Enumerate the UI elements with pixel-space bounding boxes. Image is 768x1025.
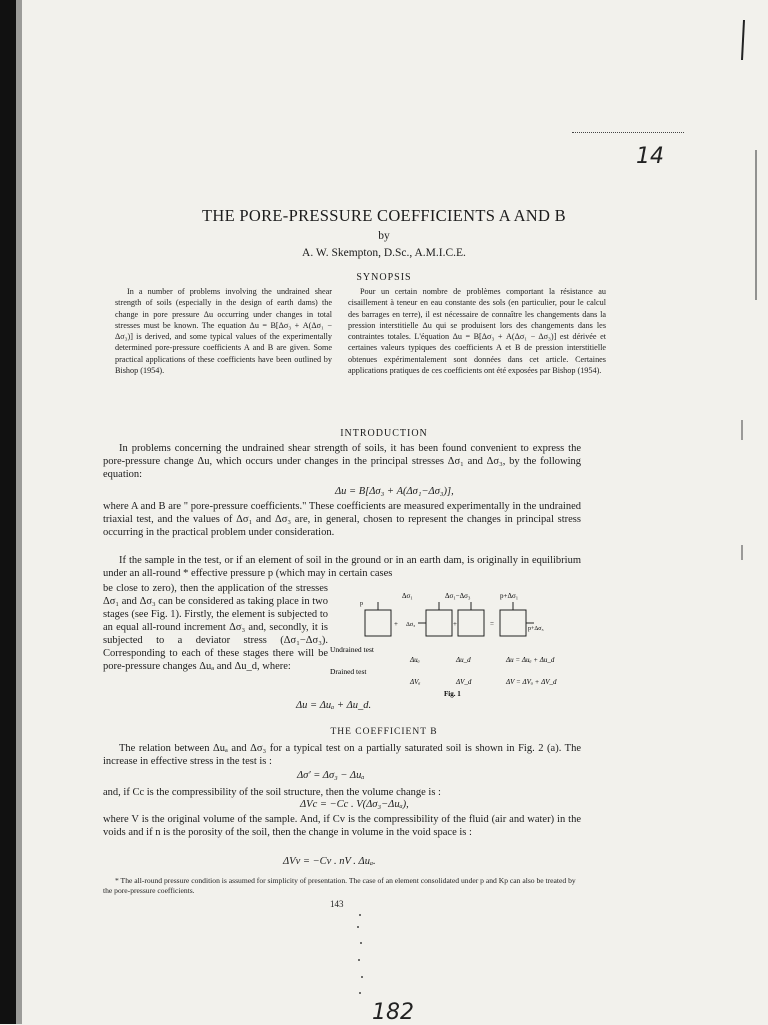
author: A. W. Skempton, D.Sc., A.M.I.C.E.: [302, 247, 466, 259]
figure-1: [330, 590, 580, 700]
coefficient-b-heading: THE COEFFICIENT B: [330, 727, 438, 737]
svg-text:+: +: [453, 620, 457, 628]
scan-right-marks: [720, 0, 768, 1024]
fig-row2-total: ΔV = ΔVₐ + ΔV_d: [506, 678, 557, 686]
element-box-3: [458, 610, 484, 636]
fig-row2-label: Drained test: [330, 667, 367, 676]
introduction-heading: INTRODUCTION: [340, 428, 428, 439]
fig-side-label-3: p+Δσ₃: [528, 626, 544, 632]
footnote: * The all-round pressure condition is assumed for simplicity of presentation. The case of an element consolidated under p and Kp can also be treated by the pore-pressure coefficients.: [103, 876, 576, 895]
fig-side-label-2: Δσ₃: [406, 622, 416, 628]
fig-caption: Fig. 1: [444, 690, 461, 698]
handwritten-bottom-number: 182: [372, 1000, 414, 1025]
fig-row1-a: Δuₐ: [410, 656, 420, 664]
fig-label-top-3: p+Δσ₁: [500, 592, 519, 600]
equation-5: ΔVv = −Cv . nV . Δuₐ.: [283, 856, 376, 867]
svg-text:+: +: [394, 620, 398, 628]
coefficient-b-paragraph-2: and, if Cc is the compressibility of the soil structure, then the volume change is :: [103, 787, 441, 798]
element-box-2: [426, 610, 452, 636]
synopsis-french: Pour un certain nombre de problèmes comportant la résistance au cisaillement à teneur en eau constante des sols (en particulier, pour le calcul des barrages en terre), il est nécessaire de connaître les changements dans la pression interstitielle Δu qui se produisent lors des changements dans les contraintes totales. L'équation Δu = B[Δσ₃ + A(Δσ₁ − Δσ₃)] est dérivée et certaines valeurs typiques des coefficients A et B de pression interstitielle obtenues expérimentalement sont données dans cet article. Certaines applications pratiques de ces coefficients ont été exposées par Bishop (1954).: [348, 287, 606, 376]
paper-title: THE PORE-PRESSURE COEFFICIENTS A AND B: [202, 206, 566, 225]
handwritten-page-number: 14: [636, 144, 664, 169]
page-number: 143: [330, 899, 344, 909]
fig-row1-total: Δu = Δuₐ + Δu_d: [506, 656, 555, 664]
coefficient-b-paragraph-1: The relation between Δuₐ and Δσ₃ for a typical test on a partially saturated soil is shown in Fig. 2 (a). The increase in effective stress in the test is :: [103, 743, 581, 767]
fig-row1-d: Δu_d: [456, 656, 471, 664]
element-box-4: [500, 610, 526, 636]
equation-1: Δu = B[Δσ₃ + A(Δσ₁−Δσ₃)],: [335, 486, 454, 497]
equation-2: Δu = Δuₐ + Δu_d.: [296, 700, 372, 711]
intro-paragraph-4: be close to zero), then the application of the stresses Δσ₁ and Δσ₃ can be considered as taking place in two stages (see Fig. 1). Firstly, the element is subjected to an equal all-round increment Δσ₃ and, secondly, it is subjected to a deviator stress (Δσ₁−Δσ₃). Corresponding to each of these stages there will be pore-pressure changes Δuₐ and Δu_d, where:: [103, 583, 328, 672]
svg-text:=: =: [490, 620, 494, 628]
fig-side-label-1: p: [360, 601, 363, 607]
coefficient-b-paragraph-3: where V is the original volume of the sample. And, if Cv is the compressibility of the fluid (air and water) in the voids and if n is the porosity of the soil, then the change in volume in the void space is :: [103, 814, 581, 838]
intro-paragraph-3: If the sample in the test, or if an element of soil in the ground or in an earth dam, is originally in equilibrium under an all-round * effective pressure p (which may in certain cases: [103, 555, 581, 579]
scan-left-edge: [0, 0, 16, 1024]
element-box-1: [365, 610, 391, 636]
intro-paragraph-1: In problems concerning the undrained shear strength of soils, it has been found convenient to express the pore-pressure change Δu, which occurs under changes in the principal stresses Δσ₁ and Δσ₃, by the following equation:: [103, 443, 581, 480]
fig-label-top-1: Δσ₁: [402, 592, 413, 600]
dotted-rule: [572, 132, 684, 133]
fig-label-top-2: Δσ₁−Δσ₃: [445, 592, 471, 600]
scan-specks: [340, 905, 380, 1005]
equation-4: ΔVc = −Cc . V(Δσ₃−Δuₐ),: [300, 799, 409, 810]
byline-by: by: [378, 230, 390, 242]
equation-3: Δσ′ = Δσ₃ − Δuₐ: [297, 770, 365, 781]
synopsis-english: In a number of problems involving the undrained shear strength of soils (especially in the design of earth dams) the change in pore pressure Δu occurring under changes in total stresses must be known. The equation Δu = B[Δσ₃ + A(Δσ₁ − Δσ₃)] is derived, and some typical values of the experimentally determined pore-pressure coefficients A and B are given. Some practical applications of these coefficients have been outlined by Bishop (1954).: [115, 287, 332, 376]
intro-paragraph-2: where A and B are " pore-pressure coefficients." These coefficients are measured experimentally in the undrained triaxial test, and the values of Δσ₁ and Δσ₃ are, in general, chosen to represent the changes in principal stress occurring in the practical problem under consideration.: [103, 501, 581, 538]
fig-row2-d: ΔV_d: [456, 678, 472, 686]
synopsis-heading: SYNOPSIS: [356, 272, 412, 283]
scan-left-shadow: [16, 0, 22, 1024]
fig-row1-label: Undrained test: [330, 645, 374, 654]
fig-row2-a: ΔVₐ: [410, 678, 421, 686]
